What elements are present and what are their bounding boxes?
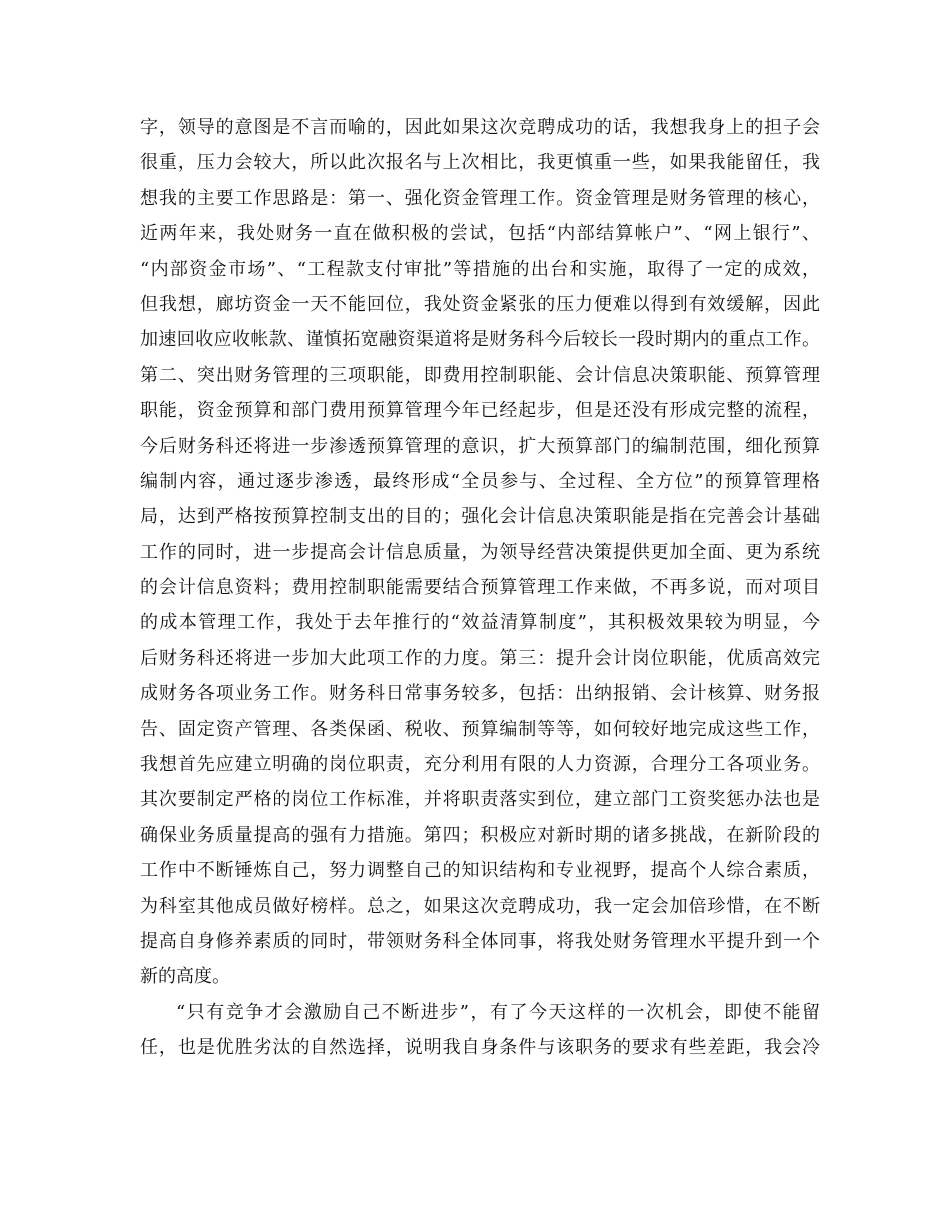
paragraph-start-line: “只有竞争才会激励自己不断进步”，有了今天这样的一次机会，即使不能留 xyxy=(176,1001,820,1023)
document-body xyxy=(140,110,820,1066)
text-line: 但我想，廊坊资金一天不能回位，我处资金紧张的压力便难以得到有效缓解，因此 xyxy=(140,293,820,315)
text-line: 职能，资金预算和部门费用预算管理今年已经起步，但是还没有形成完整的流程， xyxy=(140,400,820,422)
text-line: 编制内容，通过逐步渗透，最终形成“全员参与、全过程、全方位”的预算管理格 xyxy=(140,470,820,492)
text-line: 成财务各项业务工作。财务科日常事务较多，包括：出纳报销、会计核算、财务报 xyxy=(140,683,820,705)
text-line: 近两年来，我处财务一直在做积极的尝试，包括“内部结算帐户”、“网上银行”、 xyxy=(140,223,820,245)
text-line: 确保业务质量提高的强有力措施。第四；积极应对新时期的诸多挑战，在新阶段的 xyxy=(140,824,820,846)
text-line: 任，也是优胜劣汰的自然选择，说明我自身条件与该职务的要求有些差距，我会冷 xyxy=(140,1037,820,1059)
text-line: 局，达到严格按预算控制支出的目的；强化会计信息决策职能是指在完善会计基础 xyxy=(140,506,820,528)
text-line: 后财务科还将进一步加大此项工作的力度。第三：提升会计岗位职能，优质高效完 xyxy=(140,647,820,669)
text-line: 加速回收应收帐款、谨慎拓宽融资渠道将是财务科今后较长一段时期内的重点工作。 xyxy=(140,329,820,351)
text-line: 很重，压力会较大，所以此次报名与上次相比，我更慎重一些，如果我能留任，我 xyxy=(140,152,820,174)
text-line: 的成本管理工作，我处于去年推行的“效益清算制度”，其积极效果较为明显，今 xyxy=(140,612,820,634)
text-line: 工作中不断锤炼自己，努力调整自己的知识结构和专业视野，提高个人综合素质， xyxy=(140,860,820,882)
text-line: 今后财务科还将进一步渗透预算管理的意识，扩大预算部门的编制范围，细化预算 xyxy=(140,435,820,457)
text-line: 想我的主要工作思路是：第一、强化资金管理工作。资金管理是财务管理的核心， xyxy=(140,187,820,209)
text-line: 其次要制定严格的岗位工作标准，并将职责落实到位，建立部门工资奖惩办法也是 xyxy=(140,789,820,811)
text-line: 工作的同时，进一步提高会计信息质量，为领导经营决策提供更加全面、更为系统 xyxy=(140,541,820,563)
text-line: 提高自身修养素质的同时，带领财务科全体同事，将我处财务管理水平提升到一个 xyxy=(140,930,820,952)
text-line: 的会计信息资料；费用控制职能需要结合预算管理工作来做，不再多说，而对项目 xyxy=(140,577,820,599)
text-line: 第二、突出财务管理的三项职能，即费用控制职能、会计信息决策职能、预算管理 xyxy=(140,364,820,386)
paragraph-end-line: 新的高度。 xyxy=(140,966,230,988)
text-line: 字，领导的意图是不言而喻的，因此如果这次竞聘成功的话，我想我身上的担子会 xyxy=(140,117,820,138)
text-line: “内部资金市场”、“工程款支付审批”等措施的出台和实施，取得了一定的成效， xyxy=(140,258,820,280)
text-line: 告、固定资产管理、各类保函、税收、预算编制等等，如何较好地完成这些工作， xyxy=(140,718,820,740)
text-line: 为科室其他成员做好榜样。总之，如果这次竞聘成功，我一定会加倍珍惜，在不断 xyxy=(140,895,820,917)
text-line: 我想首先应建立明确的岗位职责，充分利用有限的人力资源，合理分工各项业务。 xyxy=(140,754,820,776)
